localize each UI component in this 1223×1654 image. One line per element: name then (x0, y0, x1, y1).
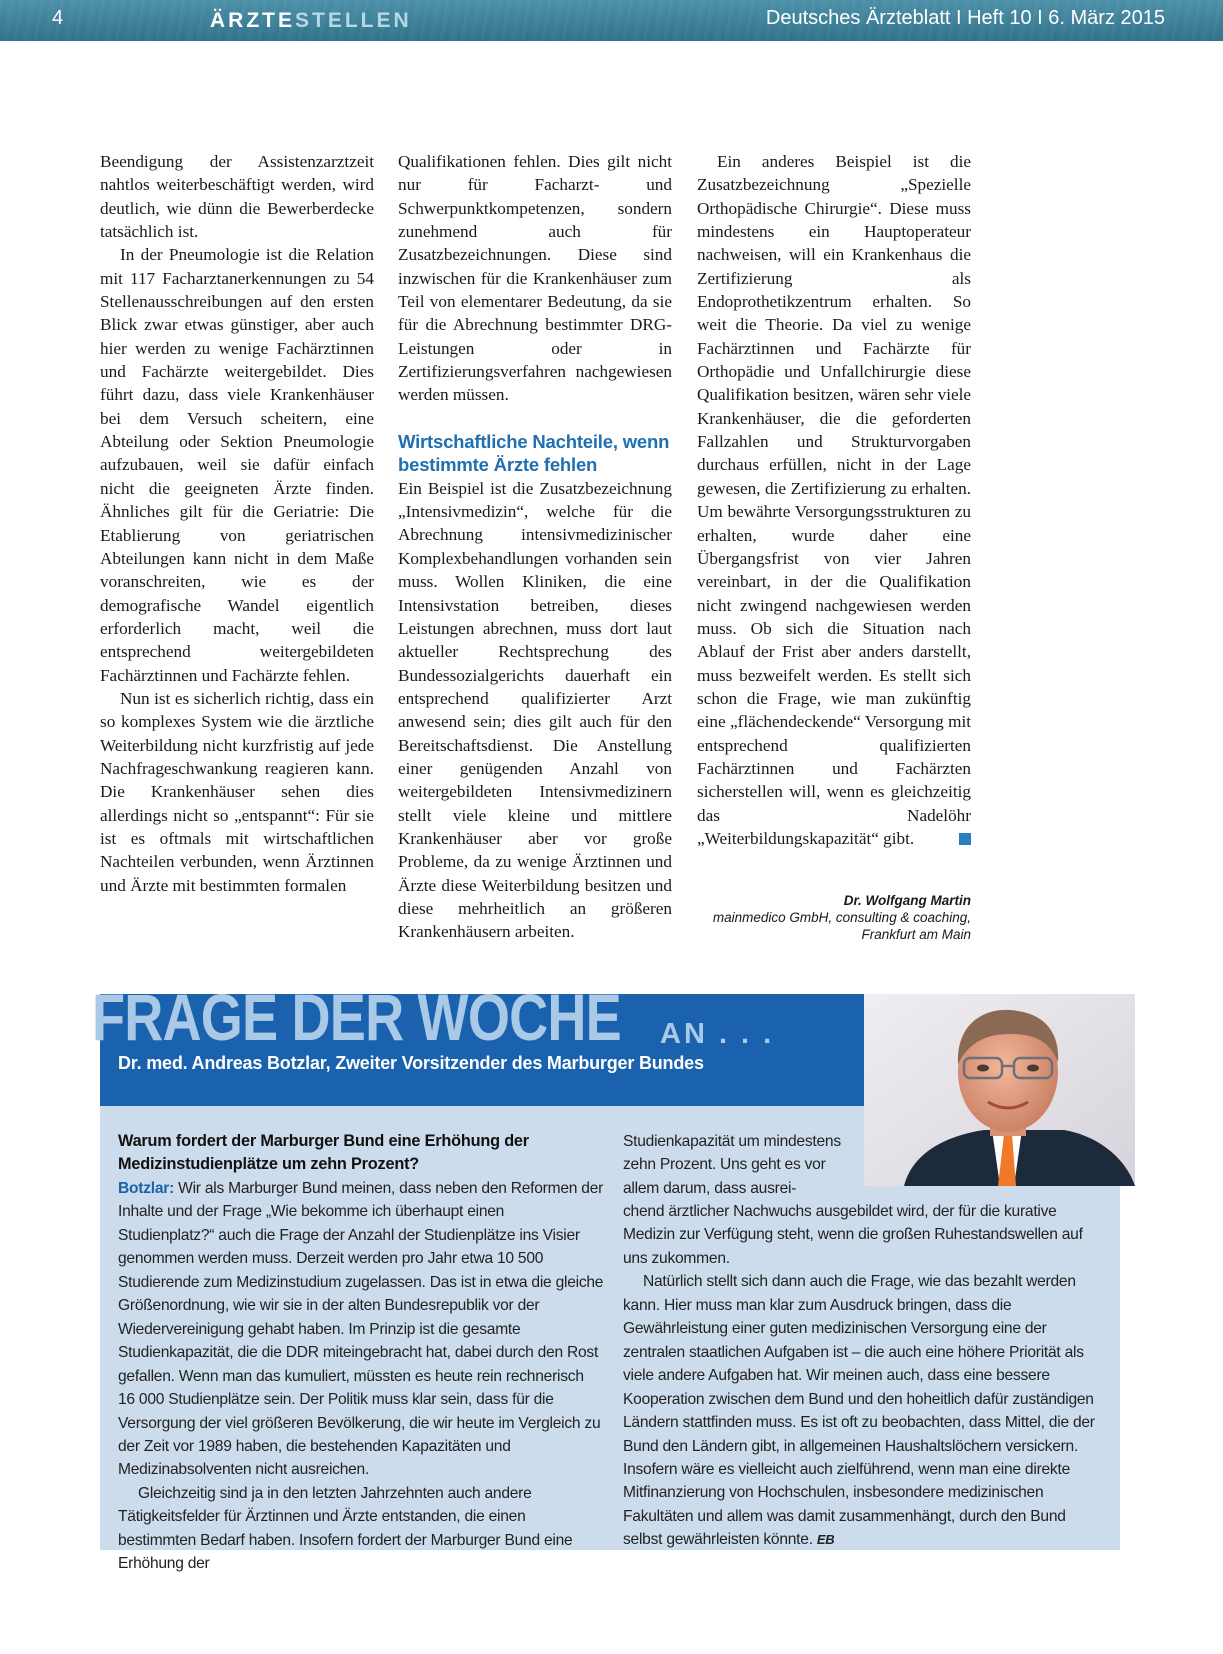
article-column-1 (100, 150, 374, 897)
interview-column-2-top (623, 1130, 853, 1200)
interview-question: Warum fordert der Marburger Bund eine Erhöhung der Medizinstudienplätze um zehn Prozent? (118, 1132, 529, 1174)
paragraph-text: Ein anderes Beispiel ist die Zusatzbezeichnung „Spezielle Orthopädische Chirurgie“. Diese muss mindestens ein Hauptoperateur nachweisen, will ein Krankenhaus die Zertifizierung als Endoprothetikzentrum erhalten. So weit die Theorie. Da viel zu wenige Fachärztinnen und Fachärzte für Orthopädie und Unfallchirurgie diese Qualifikation besitzen, wären sehr viele Krankenhäuser, die die geforderten Fallzahlen und Strukturvorgaben durchaus erfüllen, nicht in der Lage gewesen, die Zertifizierung zu erhalten. Um bewährte Versorgungsstrukturen zu erhalten, wurde daher eine Übergangsfrist von vier Jahren vereinbart, in der die Qualifikation nicht zwingend nachgewiesen werden muss. Ob sich die Situation nach Ablauf der Frist aber anders darstellt, muss bezweifelt werden. Es stellt sich schon die Frage, wie man zukünftig eine „flächendeckende“ Versorgung mit entsprechend qualifizierten Fachärztinnen und Fachärzten sicherstellen will, wenn es gleichzeitig das Nadelöhr „Weiterbildungskapazität“ gibt. (697, 152, 971, 848)
paragraph: Qualifikationen fehlen. Dies gilt nicht nur für Facharzt- und Schwerpunktkompetenzen, sondern zunehmend auch für Zusatzbezeichnungen. Diese sind inzwischen für die Krankenhäuser zum Teil von elementarer Bedeutung, da sie für die Abrechnung bestimmter DRG-Leistungen oder in Zertifizierungsverfahren nachgewiesen werden müssen. (398, 152, 672, 405)
answer-paragraph: Studienkapazität um mindestens zehn Prozent. Uns geht es vor allem darum, dass ausrei- (623, 1133, 841, 1197)
brand-part2: STELLEN (295, 9, 412, 32)
issue-info: Deutsches Ärzteblatt I Heft 10 I 6. März 2015 (765, 7, 1165, 29)
brand-part1: ÄRZTE (210, 9, 295, 32)
section-subheading: Wirtschaftliche Nachteile, wenn bestimmte Ärzte fehlen (398, 430, 670, 475)
portrait-illustration (864, 994, 1135, 1186)
answer-paragraph: chend ärztlicher Nachwuchs ausgebildet wird, der für die kurative Medizin zur Verfügung steht, wenn die großen Ruhestandswellen auf uns zukommen. (623, 1203, 1083, 1267)
section-brand (210, 9, 412, 33)
paragraph: Nun ist es sicherlich richtig, dass ein so komplexes System wie die ärztliche Weiterbildung nicht kurzfristig auf jede Nachfrageschwankung reagieren kann. Die Krankenhäuser sehen dies allerdings nicht so „entspannt“: Für sie ist es oftmals mit wirtschaftlichen Nachteilen verbunden, wenn Ärztinnen und Ärzte mit bestimmten formalen (100, 688, 374, 895)
answer-paragraph: Gleichzeitig sind ja in den letzten Jahrzehnten auch andere Tätigkeitsfelder für Ärztinnen und Ärzte entstanden, die einen bestimmten Bedarf haben. Insofern fordert der Marburger Bund eine Erhöhung der (118, 1484, 573, 1573)
author-byline (697, 892, 971, 943)
author-name: Dr. Wolfgang Martin (843, 893, 971, 908)
author-affiliation: mainmedico GmbH, consulting & coaching, (712, 910, 971, 925)
end-mark-icon (959, 833, 971, 845)
article-column-3 (697, 150, 971, 850)
answer-text: Wir als Marburger Bund meinen, dass neben den Reformen der Inhalte und der Frage „Wie bekomme ich überhaupt einen Studienplatz?“ auch die Frage der Anzahl der Studienplätze ins Visier genommen werden muss. Derzeit werden pro Jahr etwa 10 500 Studierende zum Medizinstudium zugelassen. Das ist in etwa die gleiche Größenordnung, wie wir sie in der alten Bundesrepublik vor der Wiedervereinigung gehabt haben. Im Prinzip ist die gesamte Studienkapazität, die die DDR miteingebracht hat, dabei durch den Rost gefallen. Wenn man das kumuliert, müssten es heute rein rechnerisch 16 000 Studienplätze sein. Der Politik muss klar sein, dass für die Versorgung der viel größeren Bevölkerung, die wir heute im Vergleich zu der Zeit vor 1989 haben, die bestehenden Kapazitäten und Medizinabsolventen nicht ausreichen. (118, 1180, 604, 1479)
paragraph: Beendigung der Assistenzarztzeit nahtlos weiterbeschäftigt werden, wird deutlich, wie dünn die Bewerberdecke tatsächlich ist. (100, 152, 374, 242)
title-text: FRAGE DER WOCHE (92, 980, 621, 1054)
answer-paragraph (118, 1177, 604, 1482)
paragraph (697, 150, 971, 850)
paragraph: Ein Beispiel ist die Zusatzbezeichnung „Intensivmedizin“, welche für die Abrechnung intensivmedizinischer Komplexbehandlungen vorhanden sein muss. Wollen Kliniken, die eine Intensivstation betreiben, dieses Leistungen abrechnen, muss dort laut aktueller Rechtsprechung des Bundessozialgerichts dauerhaft ein entsprechend qualifizierter Arzt anwesend sein; dies gilt auch für den Bereitschaftsdienst. Die Anstellung einer genügenden Anzahl von weitergebildeten Intensivmedizinern stellt viele kleine und mittlere Krankenhäuser aber vor große Probleme, da zu wenige Ärztinnen und Ärzte diese Weiterbildung besitzen und diese mehrheitlich an größeren Krankenhäusern arbeiten. (398, 478, 672, 942)
interviewee-subtitle: Dr. med. Andreas Botzlar, Zweiter Vorsitzender des Marburger Bundes (118, 1053, 704, 1073)
answer-paragraph (623, 1270, 1103, 1551)
title-suffix: AN . . . (660, 1018, 775, 1050)
question-of-week-title (92, 980, 737, 1054)
interview-column-2 (623, 1200, 1103, 1552)
article-column-2 (398, 150, 672, 944)
editor-sign: EB (816, 1532, 835, 1548)
paragraph: In der Pneumologie ist die Relation mit 117 Facharztanerkennungen zu 54 Stellenausschreibungen auf den ersten Blick zwar etwas günstiger, aber auch hier werden zu wenige Fachärztinnen und Fachärzte weitergebildet. Dies führt dazu, dass viele Krankenhäuser bei dem Versuch scheitern, eine Abteilung oder Sektion Pneumologie aufzubauen, weil sie dafür einfach nicht die geeigneten Ärzte finden. Ähnliches gilt für die Geriatrie: Die Etablierung von geriatrischen Abteilungen kann nicht in dem Maße voranschreiten, wie es der demografische Wandel eigentlich erforderlich macht, weil die entsprechend weitergebildeten Fachärztinnen und Fachärzte fehlen. (100, 245, 374, 685)
page-number: 4 (52, 7, 64, 29)
portrait-photo (864, 994, 1135, 1186)
author-location: Frankfurt am Main (861, 927, 971, 942)
page-header (0, 0, 1223, 41)
interview-column-1 (118, 1177, 604, 1576)
speaker-label: Botzlar: (118, 1180, 175, 1197)
answer-text: Natürlich stellt sich dann auch die Frage, wie das bezahlt werden kann. Hier muss man klar zum Ausdruck bringen, dass die Gewährleistung einer guten medizinischen Versorgung eine der zentralen staatlichen Aufgaben ist – die auch eine höhere Priorität als viele andere Aufgaben hat. Wir meinen auch, dass eine bessere Kooperation zwischen dem Bund und den hoheitlich dafür zuständigen Ländern stattfinden muss. Es ist oft zu beobachten, dass Mittel, die der Bund den Ländern gibt, in allgemeinen Haushaltslöchern versickern. Insofern wäre es vielleicht auch zielführend, wenn man eine direkte Mitfinanzierung von Hochschulen, insbesondere medizinischen Fakultäten und allem was damit zusammenhängt, durch den Bund selbst gewährleisten könnte. (623, 1273, 1095, 1549)
